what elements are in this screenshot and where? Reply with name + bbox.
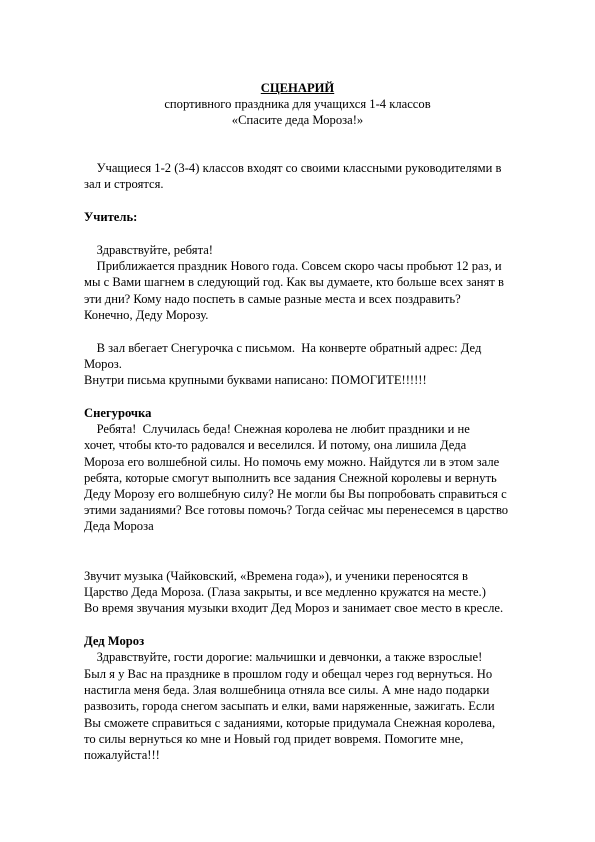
- ded-moroz-line: Был я у Вас на празднике в прошлом году и обещал через год вернуться. Но: [84, 667, 493, 681]
- stage-direction-line: Мороз.: [84, 357, 122, 371]
- ded-moroz-line: то силы вернуться ко мне и Новый год придет вовремя. Помогите мне,: [84, 732, 464, 746]
- document-subtitle: спортивного праздника для учащихся 1-4 классов: [164, 97, 431, 111]
- stage-direction-line: В зал вбегает Снегурочка с письмом. На конверте обратный адрес: Дед: [84, 341, 482, 355]
- stage-direction-line: Звучит музыка (Чайковский, «Времена года»), и ученики переносятся в: [84, 569, 468, 583]
- intro-line: Учащиеся 1-2 (3-4) классов входят со своими классными руководителями в: [84, 161, 502, 175]
- speaker-teacher: Учитель:: [84, 210, 138, 224]
- snegurochka-line: Мороза его волшебной силы. Но помочь ему можно. Найдутся ли в этом зале: [84, 455, 500, 469]
- snegurochka-line: Ребята! Случилась беда! Снежная королева не любит праздники и не: [84, 422, 470, 436]
- ded-moroz-line: настигла меня беда. Злая волшебница отняла все силы. А мне надо подарки: [84, 683, 490, 697]
- speaker-ded-moroz: Дед Мороз: [84, 634, 145, 648]
- speaker-snegurochka: Снегурочка: [84, 406, 152, 420]
- ded-moroz-line: развозить, города снегом засыпать и елки, вами наряженные, зажигать. Если: [84, 699, 495, 713]
- snegurochka-line: ребята, которые смогут выполнить все задания Снежной королевы и вернуть: [84, 471, 497, 485]
- snegurochka-line: Деда Мороза: [84, 519, 154, 533]
- teacher-line: Приближается праздник Нового года. Совсем скоро часы пробьют 12 раз, и: [84, 259, 502, 273]
- snegurochka-line: этими заданиями? Все готовы помочь? Тогда сейчас мы перенесемся в царство: [84, 503, 509, 517]
- snegurochka-line: Деду Морозу его волшебную силу? Не могли бы Вы попробовать справиться с: [84, 487, 507, 501]
- document-title: СЦЕНАРИЙ: [260, 81, 335, 95]
- teacher-line: эти дни? Кому надо поспеть в самые разные места и всех поздравить?: [84, 292, 461, 306]
- snegurochka-line: хочет, чтобы кто-то радовался и веселился. И потому, она лишила Деда: [84, 438, 467, 452]
- stage-direction-line: Во время звучания музыки входит Дед Мороз и занимает свое место в кресле.: [84, 601, 504, 615]
- teacher-line: Здравствуйте, ребята!: [84, 243, 214, 257]
- event-name: «Спасите деда Мороза!»: [231, 113, 364, 127]
- stage-direction-line: Царство Деда Мороза. (Глаза закрыты, и все медленно кружатся на месте.): [84, 585, 486, 599]
- stage-direction-line: Внутри письма крупными буквами написано: ПОМОГИТЕ!!!!!!: [84, 373, 427, 387]
- teacher-line: мы с Вами шагнем в следующий год. Как вы думаете, кто больше всех занят в: [84, 275, 504, 289]
- ded-moroz-line: Вы сможете справиться с заданиями, которые придумала Снежная королева,: [84, 716, 496, 730]
- ded-moroz-line: пожалуйста!!!: [84, 748, 160, 762]
- ded-moroz-line: Здравствуйте, гости дорогие: мальчишки и девчонки, а также взрослые!: [84, 650, 483, 664]
- teacher-line: Конечно, Деду Морозу.: [84, 308, 209, 322]
- intro-line: зал и строятся.: [84, 177, 164, 191]
